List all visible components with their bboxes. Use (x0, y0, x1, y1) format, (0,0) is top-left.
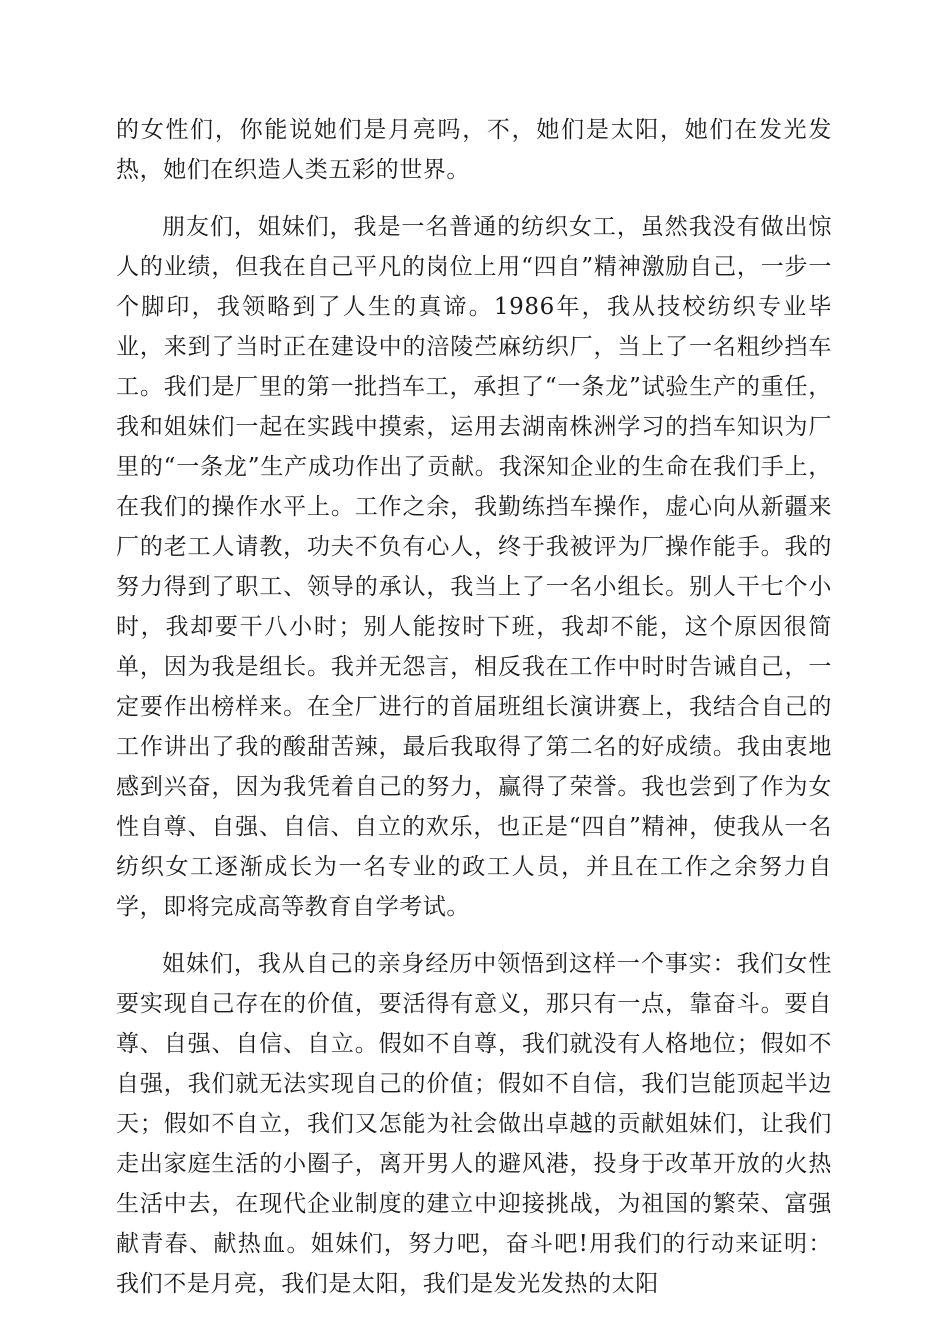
paragraph-closing-appeal: 姐妹们，我从自己的亲身经历中领悟到这样一个事实：我们女性要实现自己存在的价值，要活得有意义，那只有一点，靠奋斗。要自尊、自强、自信、自立。假如不自尊，我们就没有人格地位；假如不自强，我们就无法实现自己的价值；假如不自信，我们岂能顶起半边天；假如不自立，我们又怎能为社会做出卓越的贡献姐妹们，让我们走出家庭生活的小圈子，离开男人的避风港，投身于改革开放的火热生活中去，在现代企业制度的建立中迎接挑战，为祖国的繁荣、富强献青春、献热血。姐妹们，努力吧，奋斗吧!用我们的行动来证明：我们不是月亮，我们是太阳，我们是发光发热的太阳 (116, 951, 832, 1297)
paragraph-continuation: 的女性们，你能说她们是月亮吗，不，她们是太阳，她们在发光发热，她们在织造人类五彩的世界。 (116, 117, 832, 183)
paragraph-personal-story: 朋友们，姐妹们，我是一名普通的纺织女工，虽然我没有做出惊人的业绩，但我在自己平凡的岗位上用“四自”精神激励自己，一步一个脚印，我领略到了人生的真谛。1986年，我从技校纺织专业毕业，来到了当时正在建设中的涪陵苎麻纺织厂，当上了一名粗纱挡车工。我们是厂里的第一批挡车工，承担了“一条龙”试验生产的重任，我和姐妹们一起在实践中摸索，运用去湖南株洲学习的挡车知识为厂里的“一条龙”生产成功作出了贡献。我深知企业的生命在我们手上，在我们的操作水平上。工作之余，我勤练挡车操作，虚心向从新疆来厂的老工人请教，功夫不负有心人，终于我被评为厂操作能手。我的努力得到了职工、领导的承认，我当上了一名小组长。别人干七个小时，我却要干八小时；别人能按时下班，我却不能，这个原因很简单，因为我是组长。我并无怨言，相反我在工作中时时告诫自己，一定要作出榜样来。在全厂进行的首届班组长演讲赛上，我结合自己的工作讲出了我的酸甜苦辣，最后我取得了第二名的好成绩。我由衷地感到兴奋，因为我凭着自己的努力，赢得了荣誉。我也尝到了作为女性自尊、自强、自信、自立的欢乐，也正是“四自”精神，使我从一名纺织女工逐渐成长为一名专业的政工人员，并且在工作之余努力自学，即将完成高等教育自学考试。 (116, 214, 832, 920)
document-page (116, 110, 832, 1304)
